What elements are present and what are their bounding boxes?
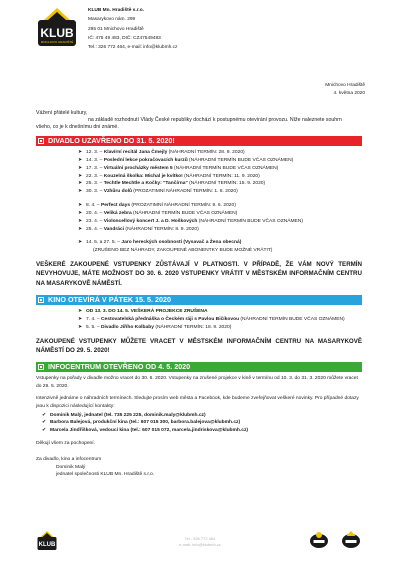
section-title: KINO OTEVÍRÁ V PÁTEK 15. 5. 2020 — [48, 295, 172, 305]
signature-line-1: Za divadlo, kino a infocentrum — [36, 456, 102, 462]
klub-logo — [36, 6, 78, 46]
list-item: ➤ 14. 3. – Poslední lekce pokračovacích kurzů (NÁHRADNÍ TERMÍN BUDE VČAS OZNÁMEN) — [78, 157, 294, 163]
arrow-bullet-icon: ➤ — [78, 173, 83, 179]
list-item: ➤ 7. 4. – Cestovatelská přednáška o Čeckém ráji s Pavlou Bičíkovou (NÁHRADNÍ TERMÍN BUDE VČAS OZNÁMEN) — [78, 316, 345, 322]
intro-line-2: všeho, co je k dnešnímu dni známé. — [36, 124, 119, 131]
section-banner-cinema — [36, 295, 362, 305]
place: Mnichovo Hradiště — [325, 83, 365, 88]
contacts-intro-paragraph: Intenzivně jednáme o náhradních termínech. Sledujte prosím web města a Facebook, kde budeme zveřejňovat veškeré novinky. Pro případné dotazy jsou k dispozici následující kontakty: — [36, 396, 359, 409]
footer-phone: Tel.: 326 772 464 — [184, 536, 216, 541]
company-ids: IČ: 475 49 483, DIČ: CZ47549483 — [88, 36, 161, 42]
arrow-bullet-icon: ➤ — [78, 316, 83, 322]
arrow-bullet-icon: ➤ — [78, 157, 83, 163]
arrow-bullet-icon: ➤ — [78, 218, 83, 224]
signature-block — [36, 456, 362, 480]
cancellation-note: (ZRUŠENO BEZ NÁHRADY, ZAKOUPENÉ ABONENTKY BUDE MOŽNÉ VRÁTIT) — [93, 248, 273, 254]
ticket-return-notice: ZAKOUPENÉ VSTUPENKY MŮŽETE VRACET V MĚSTSKÉM INFORMAČNÍM CENTRU NA MASARYKOVĚ NÁMĚSTÍ DO 29. 5. 2020! — [36, 337, 362, 354]
thanks-line: Děkují všem za pochopení. — [36, 441, 95, 447]
list-item: ➤ 5. 5. – Divadlo Jiřího Kolbaby (NÁHRADNÍ TERMÍN: 18. 9. 2020) — [78, 324, 232, 330]
arrow-bullet-icon: ➤ — [78, 189, 83, 195]
footer-contact — [150, 536, 250, 548]
arrow-bullet-icon: ➤ — [78, 324, 83, 330]
svg-text:KLUB: KLUB — [38, 542, 56, 548]
arrow-bullet-icon: ➤ — [78, 226, 83, 232]
list-item: ➤ 14. 5. a 27. 5. – Jaro hereckých osobností (Vysavač a Žena obecná) — [78, 240, 242, 246]
address-line-1: Masarykovo nám. 299 — [88, 17, 136, 23]
check-bullet-icon: ✔ — [42, 420, 47, 426]
footer-klub-logo — [36, 530, 58, 550]
list-item: ➤ 17. 3. – Virtuální procházky městem 5 (NÁHRADNÍ TERMÍN BUDE VČAS OZNÁMEN) — [78, 165, 279, 171]
greeting: Vážení přátelé kultury, — [36, 110, 88, 116]
company-name: KLUB Mn. Hradiště s.r.o. — [88, 8, 144, 13]
list-item: ➤ 22. 3. – Kouzelná školka: Michal je kvítko! (NÁHRADNÍ TERMÍN: 11. 9. 2020) — [78, 173, 260, 179]
list-item: ➤ 25. 3. – Techtle Mechtle a Kočky: "Tančírna" (NÁHRADNÍ TERMÍN: 15. 9. 2020) — [78, 181, 266, 187]
arrow-bullet-icon: ➤ — [78, 203, 83, 209]
arrow-bullet-icon: ➤ — [78, 150, 83, 156]
list-item: ➤ OD 13. 3. DO 14. 5. VEŠKERÁ PROJEKCE ZRUŠENA — [78, 309, 208, 315]
section-banner-theatre — [36, 136, 362, 146]
list-item: ➤ 25. 4. – Vandráci (NÁHRADNÍ TERMÍN: 8. 9. 2020) — [78, 226, 199, 232]
list-item: ➤ 20. 4. – Veliká zebra (NÁHRADNÍ TERMÍN BUDE VČAS OZNÁMEN) — [78, 210, 238, 216]
company-info — [88, 6, 177, 53]
footer-kino-logo — [308, 530, 330, 550]
signature-line-2: Dominik Malý — [56, 464, 86, 470]
section-title: INFOCENTRUM OTEVŘENO OD 4. 5. 2020 — [48, 362, 191, 372]
check-bullet-icon: ✔ — [42, 428, 47, 434]
intro-line-1: na základě rozhodnutí Vlády České republiky dochází k postupnému otevírání provozu. Níže naleznete souhrn — [88, 117, 342, 124]
arrow-bullet-icon: ➤ — [78, 309, 83, 315]
arrow-bullet-icon: ➤ — [78, 181, 83, 187]
logo-text: KLUB — [40, 26, 74, 40]
section-title: DIVADLO UZAVŘENO DO 31. 5. 2020! — [48, 136, 175, 146]
ticket-validity-notice: VEŠKERÉ ZAKOUPENÉ VSTUPENKY ZŮSTÁVAJÍ V PLATNOSTI. V PŘÍPADĚ, ŽE VÁM NOVÝ TERMÍN NEVYHOVUJE, MÁTE MOŽNOST DO 30. 6. 2020 VSTUPENKY VRÁTIT V MĚSTSKÉM INFORMAČNÍM CENTRU NA MASARYKOVĚ NÁMĚSTÍ. — [36, 261, 362, 287]
signature-line-3: jednatel společnosti KLUB Mn. Hradiště s.r.o. — [56, 472, 155, 478]
list-item: ✔ Marcela Jindřišková, vedoucí kina (tel.: 607 015 072, marcela.jindriskova@klubmh.cz) — [42, 428, 249, 434]
cinema-event-list — [36, 308, 362, 332]
list-item: ➤ 23. 4. – Violoncellový koncert J. a D. Hoškových (NÁHRADNÍ TERMÍN BUDE VČAS OZNÁMEN) — [78, 218, 303, 224]
place-date — [325, 82, 365, 99]
intro — [36, 110, 362, 131]
letter-body — [36, 110, 362, 479]
arrow-bullet-icon: ➤ — [78, 240, 83, 246]
list-item: ➤ 12. 3. – Klavírní recitál Jana Čmejly (NÁHRADNÍ TERMÍN: 28. 9. 2020) — [78, 150, 245, 156]
theatre-event-list — [36, 149, 362, 247]
date: 4. května 2020 — [333, 91, 365, 97]
list-item: ✔ Barbora Balejová, produkční kina (tel.: 607 015 300, barbora.balejova@klubmh.cz) — [42, 420, 241, 426]
arrow-bullet-icon: ➤ — [78, 210, 83, 216]
checkbox-icon — [38, 297, 44, 303]
checkbox-icon — [38, 364, 44, 370]
contact-list — [36, 412, 362, 436]
company-contact: Tel.: 326 772 464, e-mail: info@klubmh.cz — [88, 45, 178, 51]
footer-email: e-mail: info@klubmh.cz — [179, 542, 221, 547]
section-banner-infocentre — [36, 362, 362, 372]
list-item: ➤ 8. 4. – Perfect days (PROZATIMNÍ NÁHRADNÍ TERMÍN: 9. 6. 2020) — [78, 203, 236, 209]
ticket-return-paragraph: Vstupenky na pořady v divadle možno vracet do 30. 6. 2020. Vstupenky na zrušené projekce v kině v termínu od 10. 3. do 31. 3. 2020 můžete vracet do 29. 5. 2020. — [36, 376, 358, 389]
list-item: ✔ Dominik Malý, jednatel (tel. 735 225 225, dominik.maly@klubmh.cz) — [42, 412, 206, 418]
footer-divadlo-logo — [340, 530, 362, 550]
logo-subtext: MNICHOVO HRADIŠTĚ — [40, 40, 74, 44]
address-line-2: 295 01 Mnichovo Hradiště — [88, 26, 144, 32]
arrow-bullet-icon: ➤ — [78, 165, 83, 171]
check-bullet-icon: ✔ — [42, 412, 47, 418]
list-item: ➤ 30. 3. – Vzhůru dolů (PROZATIMNÍ NÁHRADNÍ TERMÍN: 1. 6. 2020) — [78, 189, 238, 195]
checkbox-icon — [38, 138, 44, 144]
